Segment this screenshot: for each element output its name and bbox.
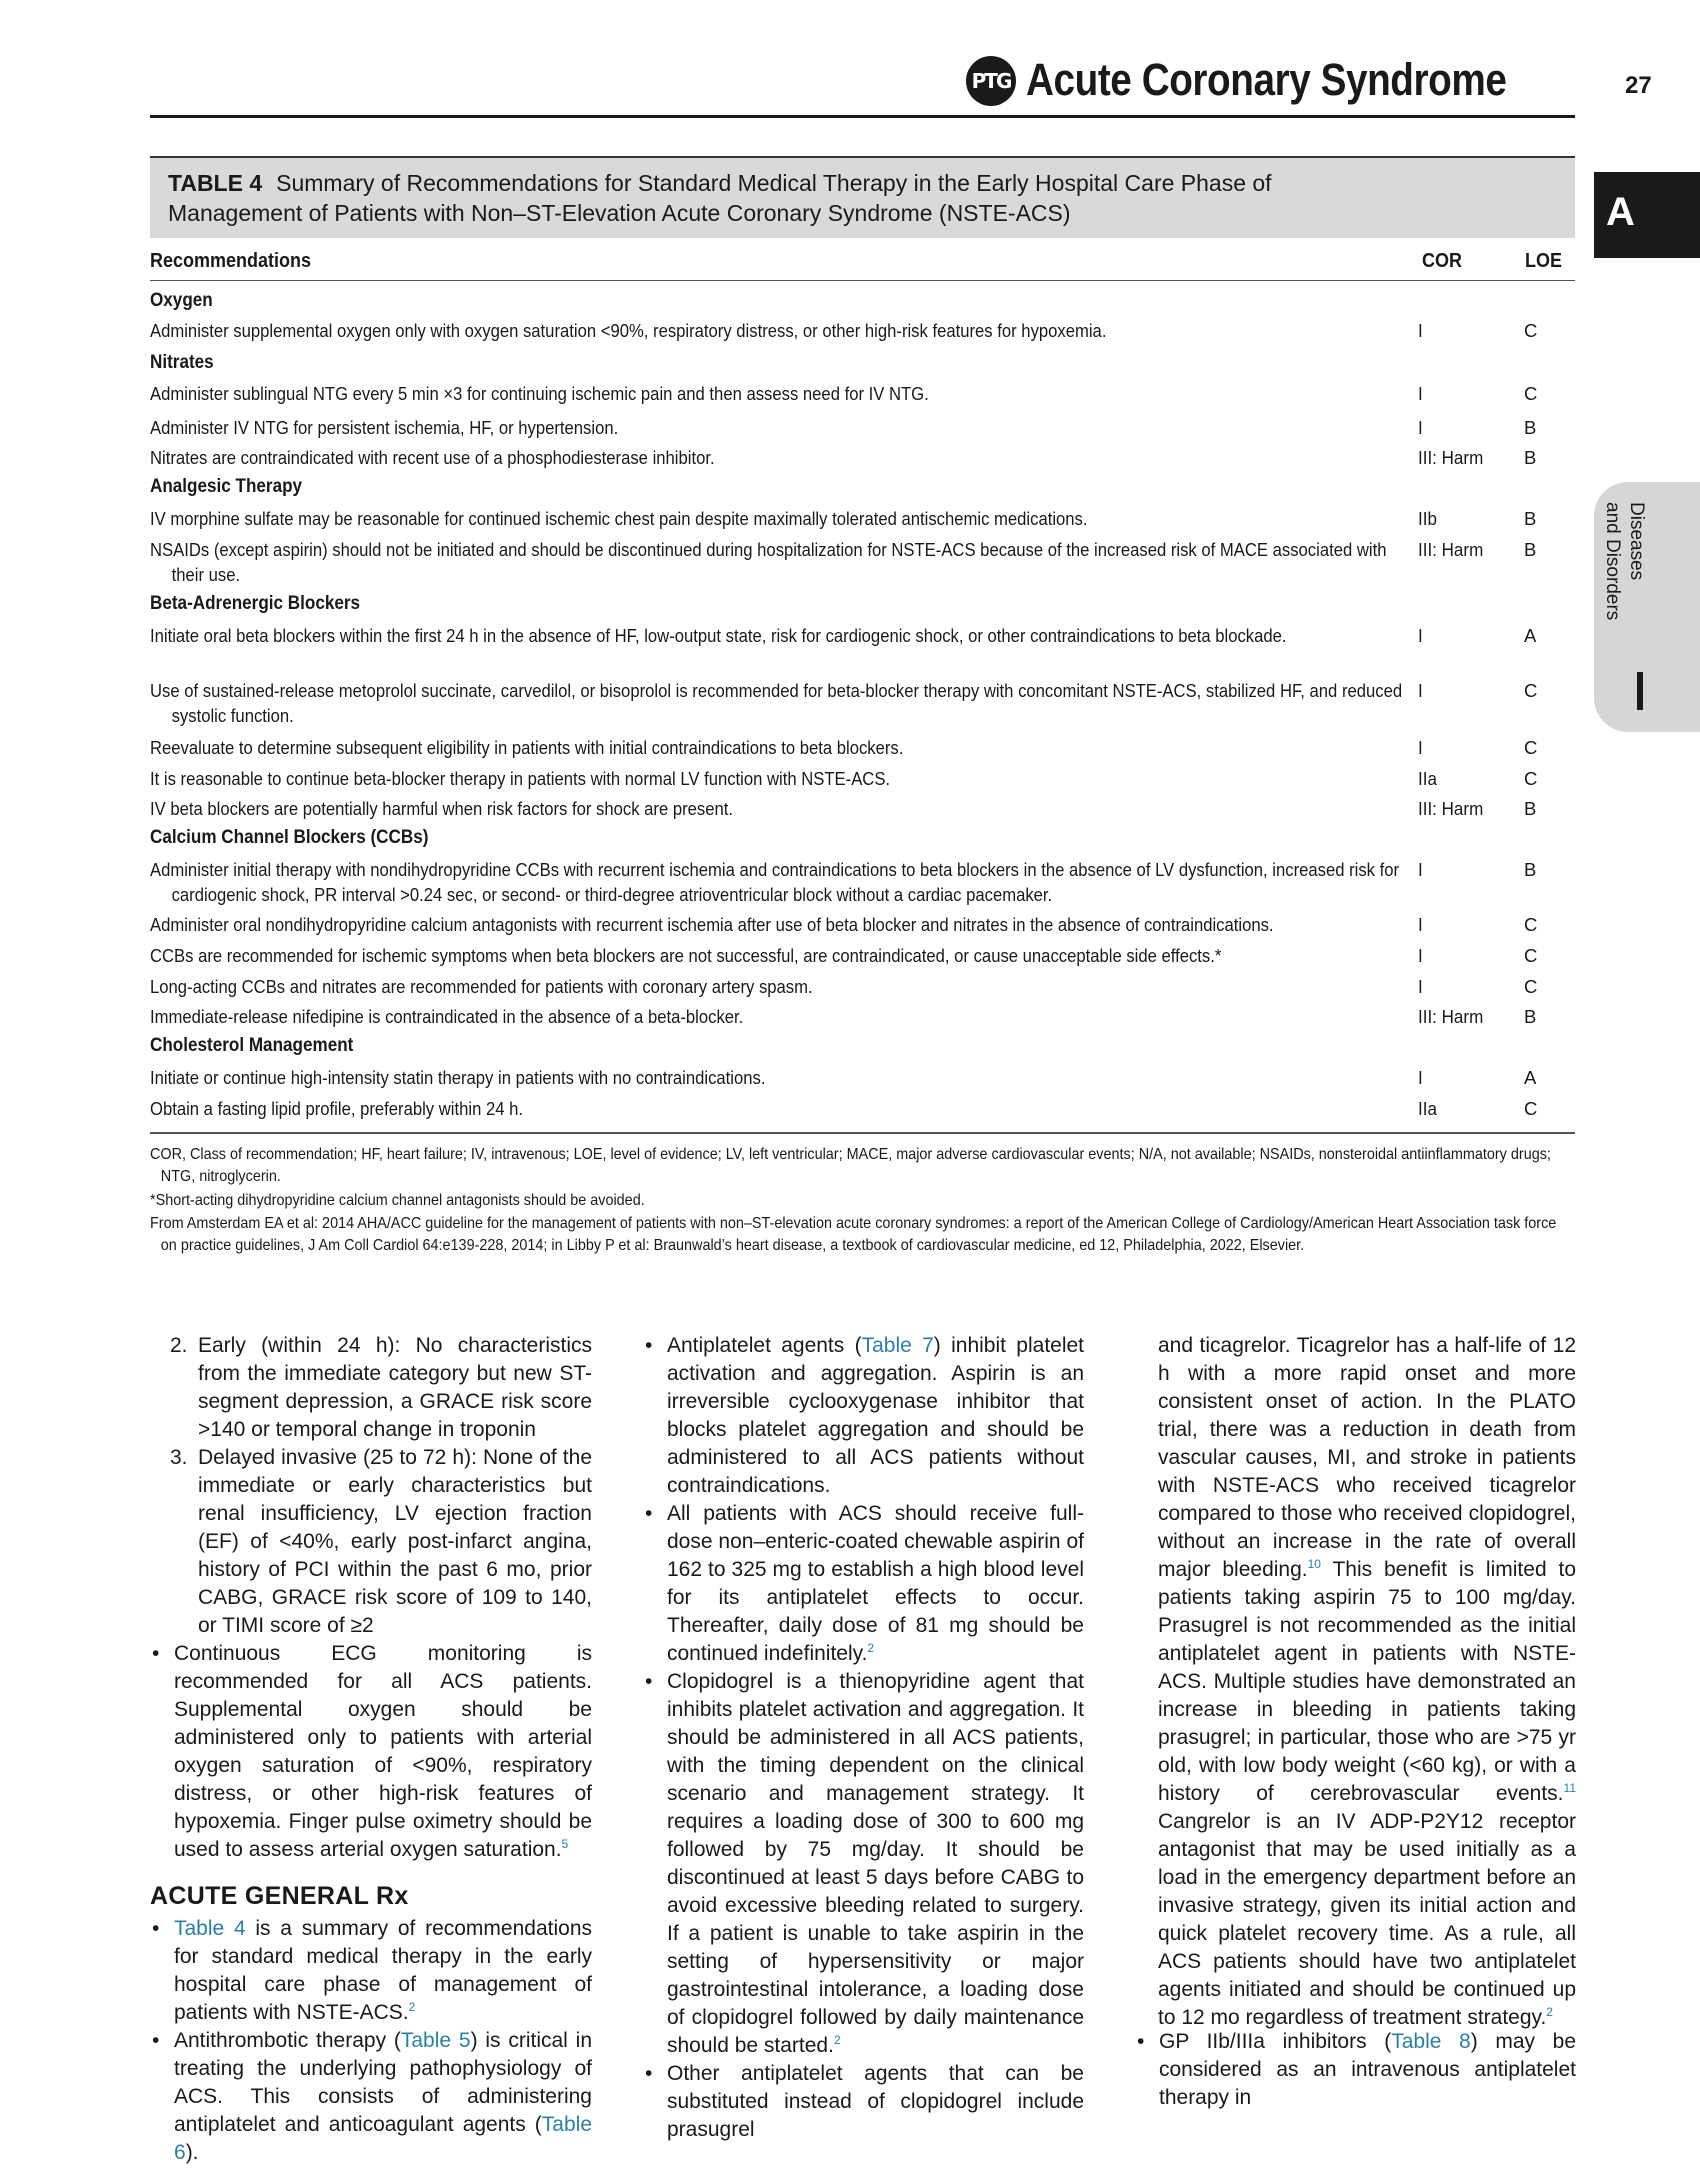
running-header — [150, 52, 1575, 118]
reference-link[interactable]: 5 — [561, 1837, 569, 1851]
section-nitrates: Nitrates — [150, 352, 214, 373]
col-header-recommendations: Recommendations — [150, 250, 312, 272]
page-title: Acute Coronary Syndrome — [1026, 54, 1507, 105]
table-caption-line2: Management of Patients with Non–ST-Elevation Acute Coronary Syndrome (NSTE-ACS) — [168, 200, 1071, 226]
table-8-link[interactable]: Table 8 — [1391, 2030, 1471, 2053]
reference-link[interactable]: 2 — [833, 2033, 841, 2047]
table-bottom-rule — [150, 1132, 1575, 1134]
table-footnote-abbreviations: COR, Class of recommendation; HF, heart failure; IV, intravenous; LOE, level of evidence; LV, left ventricular; MACE, major adverse cardiovascular events; N/A, not available; NSAIDs, nonsteroidal antiinflammatory drugs; NTG, nitroglycerin. — [150, 1146, 1551, 1185]
list-item: • Clopidogrel is a thienopyridine agent that inhibits platelet activation and aggregation. It should be administered in all ACS patients, with the timing dependent on the clinical scenario and management strategy. It requires a loading dose of 300 to 600 mg followed by 75 mg/day. It should be discontinued at least 5 days before CABG to avoid excessive bleeding related to surgery. If a patient is unable to take aspirin in the setting of hypersensitivity or major gastrointestinal intolerance, a loading dose of clopidogrel followed by daily maintenance should be started.$^2$ — [645, 1670, 1084, 2057]
table-6-link[interactable]: Table 6 — [174, 2113, 592, 2164]
section-ccb: Calcium Channel Blockers (CCBs) — [150, 827, 429, 848]
section-analgesic: Analgesic Therapy — [150, 476, 303, 497]
list-item: 3. Delayed invasive (25 to 72 h): None of the immediate or early characteristics but renal insufficiency, LV ejection fraction (EF) of <40%, early post-infarct angina, history of PCI within the past 6 mo, prior CABG, GRACE risk score of 109 to 140, or TIMI score of ≥2 — [170, 1446, 592, 1637]
list-item: • GP IIb/IIIa inhibitors (Table 8) may be considered as an intravenous antiplatelet therapy in — [1137, 2030, 1576, 2109]
list-item: • Other antiplatelet agents that can be substituted instead of clopidogrel include prasugrel — [645, 2062, 1084, 2141]
section-cholesterol: Cholesterol Management — [150, 1035, 354, 1056]
section-tab-line1: Diseases — [1626, 502, 1647, 581]
col-header-loe: LOE — [1525, 250, 1563, 272]
ptg-logo: PTG — [966, 56, 1016, 106]
table-header-rule — [150, 280, 1575, 281]
reference-link[interactable]: 10 — [1307, 1557, 1321, 1571]
list-item: 2. Early (within 24 h): No characteristics from the immediate category but new ST-segment depression, a GRACE risk score >140 or temporal change in troponin — [170, 1334, 592, 1441]
list-item: • Continuous ECG monitoring is recommended for all ACS patients. Supplemental oxygen should be administered only to patients with arterial oxygen saturation of <90%, respiratory distress, or other high-risk features of hypoxemia. Finger pulse oximetry should be used to assess arterial oxygen saturation.$^5$ — [152, 1642, 592, 1861]
section-beta: Beta-Adrenergic Blockers — [150, 593, 361, 614]
table-5-link[interactable]: Table 5 — [400, 2029, 471, 2052]
list-item: • Table 4 is a summary of recommendations for standard medical therapy in the early hospital care phase of management of patients with NSTE-ACS.$^2$ — [152, 1917, 592, 2024]
section-tab-line2: and Disorders — [1602, 502, 1623, 621]
table-footnote-star: *Short-acting dihydropyridine calcium channel antagonists should be avoided. — [150, 1192, 645, 1209]
section-letter-tab[interactable] — [1594, 172, 1700, 258]
body-column-1 — [170, 1332, 592, 1640]
page-number: 27 — [1625, 72, 1652, 99]
list-item: • Antiplatelet agents (Table 7) inhibit platelet activation and aggregation. Aspirin is an irreversible cyclooxygenase inhibitor that blocks platelet aggregation and should be administered to all ACS patients without contraindications. — [645, 1334, 1085, 1497]
table-label: TABLE 4 — [168, 170, 263, 196]
section-heading: ACUTE GENERAL Rx — [150, 1882, 409, 1910]
reference-link[interactable]: 2 — [408, 2000, 416, 2014]
table-7-link[interactable]: Table 7 — [861, 1334, 934, 1357]
list-item: • Antithrombotic therapy (Table 5) is critical in treating the underlying pathophysiology of ACS. This consists of administering antiplatelet and anticoagulant agents (Table 6). — [152, 2029, 593, 2164]
reference-link[interactable]: 11 — [1563, 1781, 1576, 1795]
paragraph: and ticagrelor. Ticagrelor has a half-life of 12 h with a more rapid onset and more consistent onset of action. In the PLATO trial, there was a reduction in death from vascular causes, MI, and stroke in patients with NSTE-ACS who received ticagrelor compared to those who received clopidogrel, without an increase in the rate of overall major bleeding.$^{10}$ This benefit is limited to patients taking aspirin 75 to 100 mg/day. Prasugrel is not recommended as the initial antiplatelet agent in patients with NSTE-ACS. Multiple studies have demonstrated an increase in bleeding in patients taking prasugrel; in particular, those who are >75 yr old, with low body weight (<60 kg), or with a history of cerebrovascular events.$^{11}$ Cangrelor is an IV ADP-P2Y12 receptor antagonist that may be used initially as a load in the emergency department before an invasive strategy, given its initial action and quick platelet recovery time. As a rule, all ACS patients should have two antiplatelet agents initiated and should be continued up to 12 mo regardless of treatment strategy.$^2$ — [1158, 1334, 1576, 2029]
table-caption — [150, 156, 1575, 238]
table-4-link[interactable]: Table 4 — [174, 1917, 246, 1940]
reference-link[interactable]: 2 — [867, 1641, 875, 1655]
body-column-3 — [1158, 1332, 1576, 2032]
body-column-1-bullets — [150, 1640, 592, 2167]
row-stabilized-hf: Use of sustained-release metoprolol succinate, carvedilol, or bisoprolol is recommended for beta-blocker therapy with concomitant NSTE-ACS, stabilized HF, and reduced systolic function. — [150, 680, 1403, 726]
table-footnote-source: From Amsterdam EA et al: 2014 AHA/ACC guideline for the management of patients with non–ST-elevation acute coronary syndromes: a report of the American College of Cardiology/American Heart Association task force on practice guidelines, J Am Coll Cardiol 64:e139-228, 2014; in Libby P et al: Braunwald’s heart disease, a textbook of cardiovascular medicine, ed 12, Philadelphia, 2022, Elsevier. — [150, 1215, 1557, 1254]
section-tab-label — [1598, 502, 1654, 642]
col-header-cor: COR — [1422, 250, 1463, 272]
list-item: • All patients with ACS should receive full-dose non–enteric-coated chewable aspirin of 162 to 325 mg to establish a high blood level for its antiplatelet effects to occur. Thereafter, daily dose of 81 mg should be continued indefinitely.$^2$ — [645, 1502, 1084, 1665]
section-roman-numeral — [1637, 672, 1643, 710]
section-letter: A — [1606, 190, 1635, 234]
section-oxygen: Oxygen — [150, 290, 213, 311]
reference-link[interactable]: 2 — [1546, 2005, 1553, 2019]
body-column-3-bullet — [1135, 2028, 1576, 2112]
body-column-2 — [643, 1332, 1084, 2144]
table-caption-line1: Summary of Recommendations for Standard Medical Therapy in the Early Hospital Care Phase of — [276, 170, 1272, 196]
